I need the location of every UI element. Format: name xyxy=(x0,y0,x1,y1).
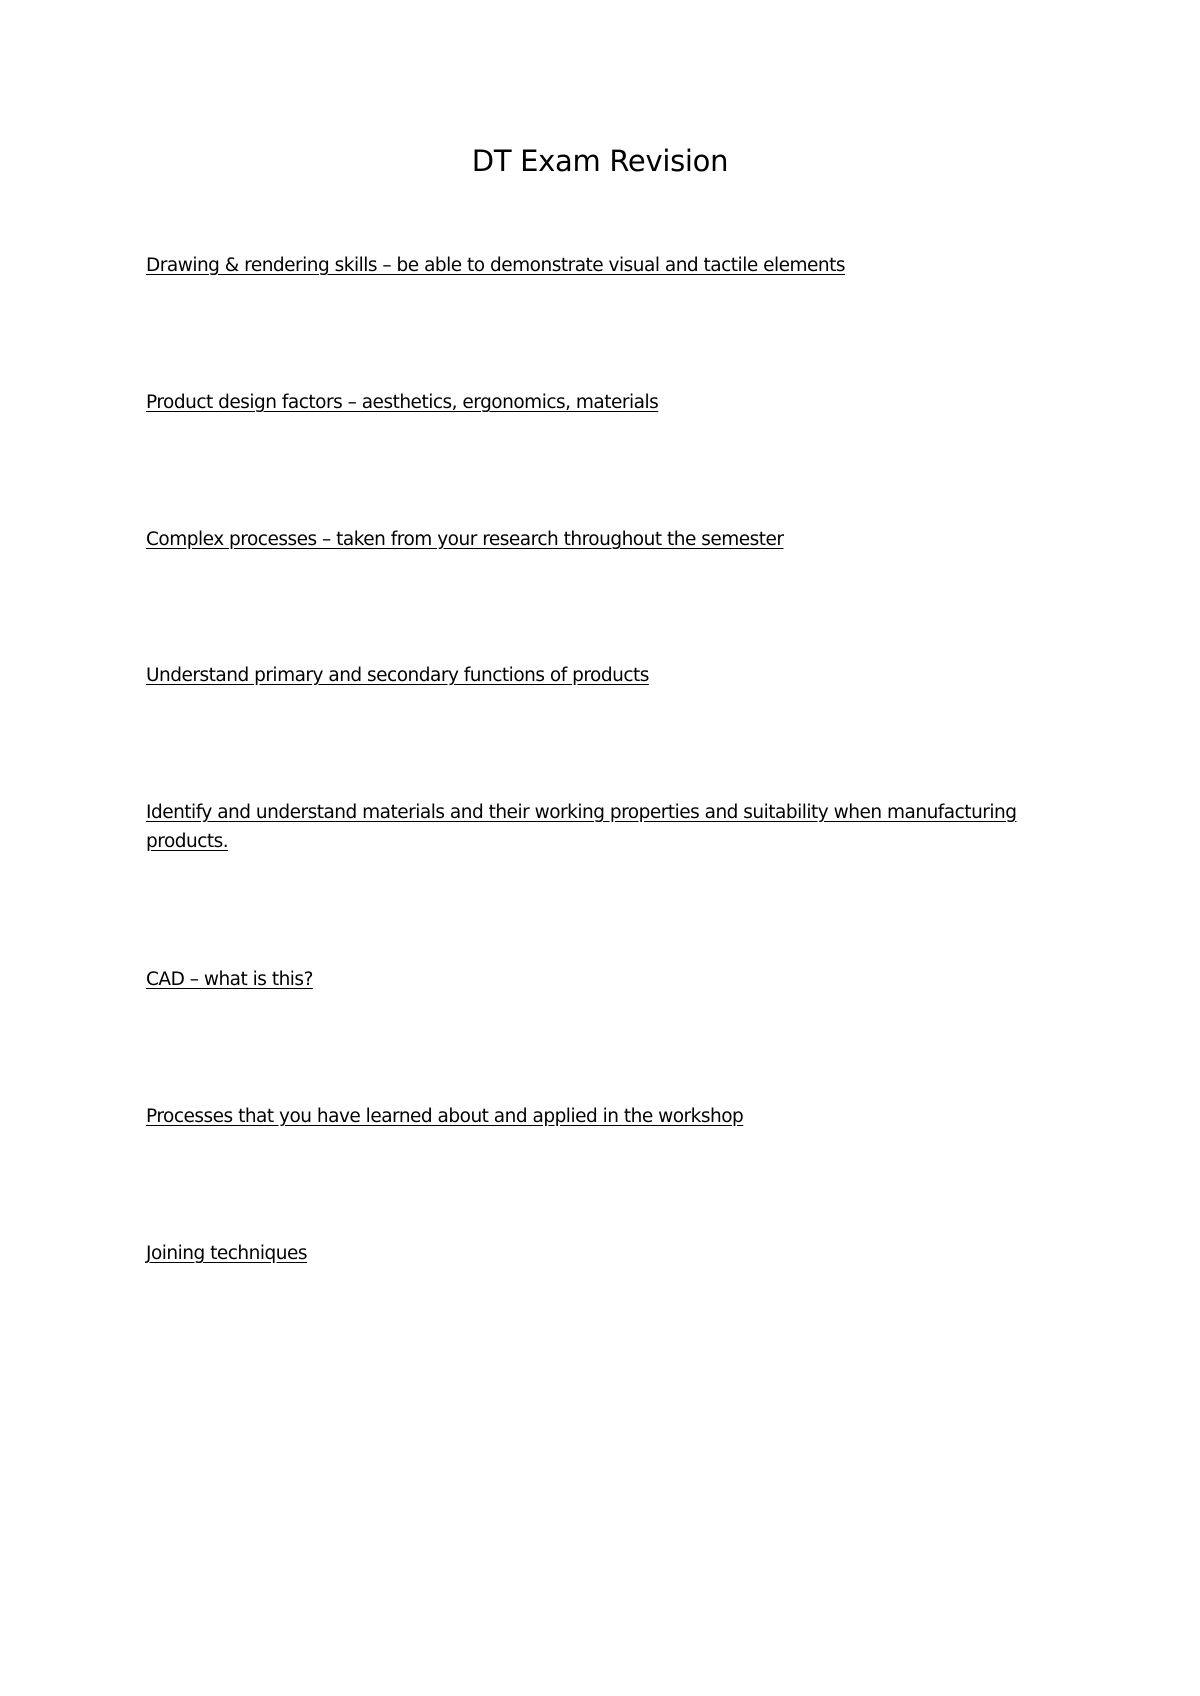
topic-item: Drawing & rendering skills – be able to demonstrate visual and tactile elements xyxy=(146,255,846,276)
topic-item: CAD – what is this? xyxy=(146,969,313,990)
page-title: DT Exam Revision xyxy=(471,144,729,178)
topic-item: Complex processes – taken from your research throughout the semester xyxy=(146,529,784,550)
topic-item: Processes that you have learned about and applied in the workshop xyxy=(146,1106,744,1127)
topic-item: Identify and understand materials and their working properties and suitability when manufacturing products. xyxy=(146,802,1017,852)
topic-item: Product design factors – aesthetics, ergonomics, materials xyxy=(146,392,659,413)
topic-item: Joining techniques xyxy=(146,1243,308,1264)
topic-item: Understand primary and secondary functions of products xyxy=(146,665,649,686)
